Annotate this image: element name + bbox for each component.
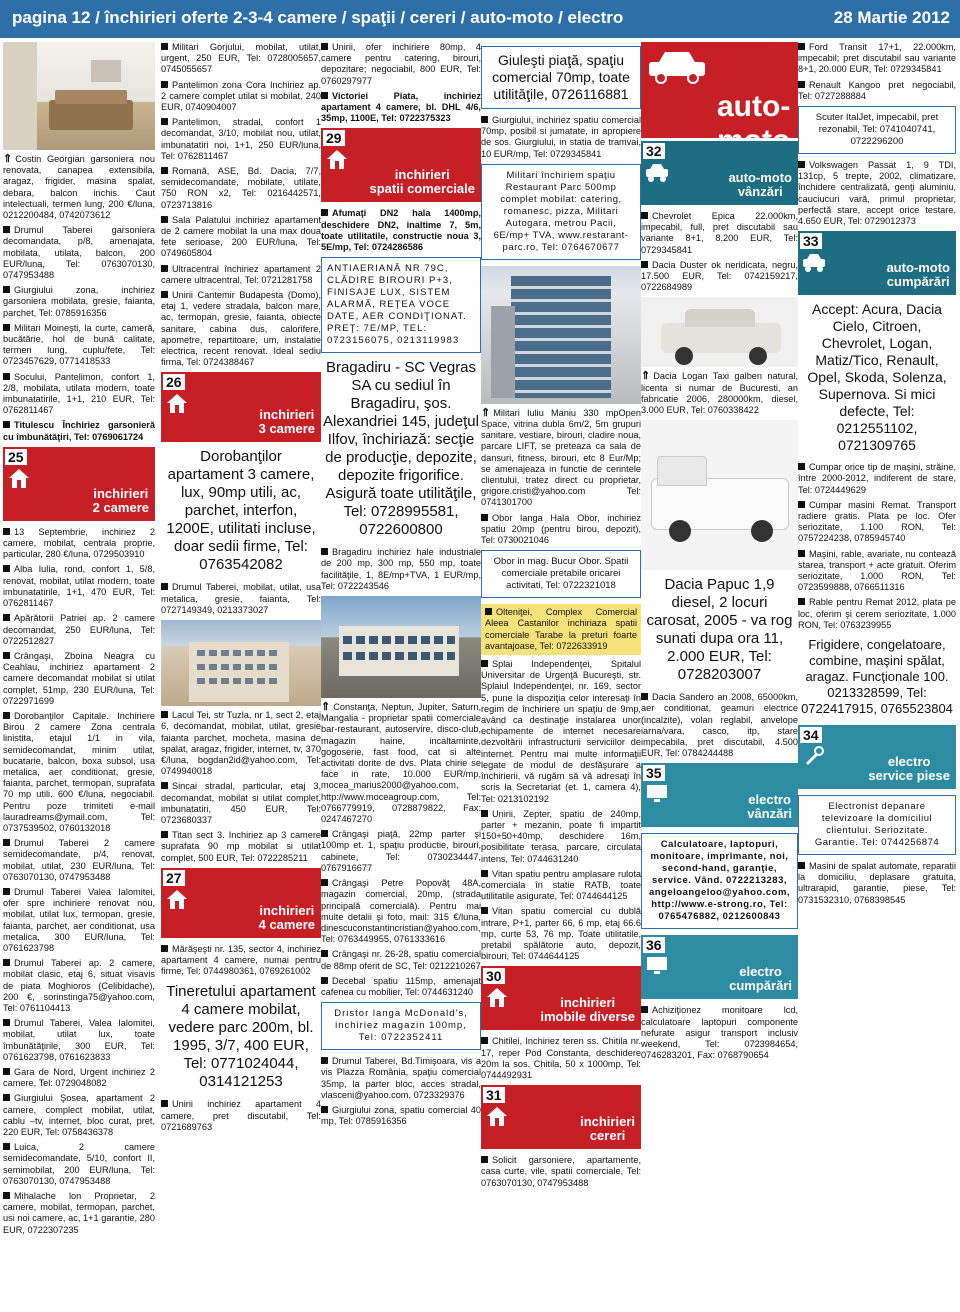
section-number: 30 (483, 968, 505, 984)
list-item: Unirii, Zepter, spatiu de 240mp, parter + mezanin, poate fi impartit 150+50+40mp, deschidere 16m, posibilitate terasa, parcare, circulata intens, Tel: 0744631240 (481, 808, 641, 864)
section-label: inchirieri (93, 485, 149, 501)
page-title: pagina 12 / închirieri oferte 2-3-4 camere / spaţii / cereri / auto-moto / electro (12, 8, 624, 27)
section-sublabel: cereri (589, 1128, 626, 1144)
list-item: Renault Kangoo pret negociabil, Tel: 0727288884 (798, 79, 956, 101)
list-item: ⇑ Militari Iuliu Maniu 330 mpOpen Space, vitrina dubla 6m/2, 5m grupuri sanitare, vestiare, birouri, cladire noua, parcare LIFT, se preteaza ca sala de dansuri, fitness, birouri, etc 8 Eur/Mp; se amenajeaza in functie de cerintele clientului, tratez direct cu proprietar, grigore.cristi@yahoo.com Tel: 0741301700 (481, 406, 641, 508)
car-photo (641, 420, 798, 570)
list-item: Pantelimon zona Cora Inchiriez ap. 2 camere complet utilat si mobilat, 240 EUR, 0740904007 (161, 79, 321, 113)
section-number: 29 (323, 130, 345, 146)
section-label: inchirieri (259, 407, 315, 423)
list-item: Crângaşi Petre Popovăţ 48A, magazin comercial, 20mp, (strada principală comercială). Pentru mai multe detalii şi foto, mail: 315 €/luna, dinescuconstantincristian@yahoo.com, Tel: 0763449955, 0761333616 (321, 878, 481, 945)
list-item: Militari Moineşti, la curte, cameră, bucătărie, hol de bună calitate, termen lung, cuplu/fete, Tel: 0723457629, 0771418533 (3, 322, 155, 367)
list-item: Drumul Taberei 2 camere semidecomandate, p/4, renovat, mobilat, utilat, 230 EUR/luna, Tel: 0763070130, 0747953488 (3, 838, 155, 882)
section-title: auto- (717, 90, 791, 123)
featured-ad: Accept: Acura, Dacia Cielo, Citroen, Chevrolet, Logan, Matiz/Tico, Renault, Opel, Skoda, Solenza, Supernova. Si mici defecte, Tel: 0212551102, 0721309765 (807, 301, 947, 454)
section-sublabel: 3 camere (258, 421, 315, 437)
column-1 (3, 42, 155, 1310)
list-item: Giurgiului zona, spatiu comercial 40 mp, Tel: 0785916356 (321, 1104, 481, 1127)
section-band-4-camere (161, 868, 321, 938)
list-item: Masini de spalat automate, reparatii la domiciliu, deplasare gratuita, ultrarapid, garantie, piese, Tel: 0731532310, 0768398545 (798, 861, 956, 905)
house-icon (165, 888, 189, 910)
section-band-spatii-comerciale (321, 128, 481, 202)
featured-ad: Dacia Papuc 1,9 diesel, 2 locuri carosat, 2005 - va rog sunati dupa ora 11, 2.000 EUR, Tel: 0728203007 (646, 576, 793, 684)
list-item: Cumpar orice tip de maşini, străine, între 2000-2012, indiferent de stare, Tel: 0724449629 (798, 462, 956, 495)
list-item: Sincai stradal, particular, etaj 3, decomandat, mobilat si utilat complet, imbunatatiri, 450 EUR, Tel: 0723680337 (161, 781, 321, 825)
highlighted-ad: Olteniţei, Complex Comercial Aleea Castanilor inchiriaza spatii comerciale Tarabe la preturi foarte avantajoase, Tel: 0722633919 (481, 604, 641, 655)
section-band-electro-vanzari (641, 763, 798, 827)
list-item: Decebal spatiu 115mp, amenajat cafenea cu mobilier, Tel: 0744631240 (321, 975, 481, 997)
list-item: Cumpar masini Remat. Transport radiere gratis. Plata pe loc. Ofer seriozitate, 1.100 RON, Tel: 0757224238, 0785945740 (798, 499, 956, 544)
list-item: Obor langa Hala Obor, inchiriez spatiu 20mp (pentru birou, depozit), Tel: 0730021046 (481, 512, 641, 546)
section-sublabel: cumpărări (729, 978, 792, 994)
section-band-automoto-vanzari (641, 141, 798, 205)
list-item: Mihalache lon Proprietar, 2 camere, mobilat, termopan, parchet, usi noi camere, ac, 1+1 garantie, 280 EUR, 0722307235 (3, 1191, 155, 1235)
section-number: 36 (643, 937, 665, 953)
list-item: Gara de Nord, Urgent inchiriez 2 camere, Tel: 0729048082 (3, 1067, 155, 1089)
list-item: Maşini, rable, avariate, nu contează starea, transport + acte gratuit. Oferim seriozitate, 1.000 RON, Tel: 0723599888, 0766511316 (798, 548, 956, 593)
boxed-ad: Militari închiriem spaţiu Restaurant Parc 500mp complet mobilat: catering, romanesc, pizza, Militari Autogara, metrou Pacii, 6E/mp+ TVA, www.restarant-parc.ro, Tel: 0764670677 (481, 164, 641, 260)
list-item: Victoriei Piata, inchiriez apartament 4 camere, bl. DHL 4/6, 35mp, 1100E, Tel: 0722375323 (321, 90, 481, 124)
section-band-electro-cumparari (641, 935, 798, 999)
list-item: Socului, Pantelimon, confort 1, 2/8, mobilata, utilata modern, toate imbunatatirile, 1+1, 210 EUR, Tel: 0762811467 (3, 371, 155, 416)
car-icon (647, 50, 707, 84)
column-2 (161, 42, 321, 1310)
list-item: Crângaşi piaţă, 22mp parter şi 100mp et. 1, spaţiu productie, birouri, cabinete, Tel: 0730234447, 0767916677 (321, 829, 481, 873)
list-item: Romană, ASE, Bd. Dacia, 7/7, semidecomandate, mobilate, utilate, 750 RON x2, Tel: 0216442571, 0723713816 (161, 166, 321, 210)
section-number: 35 (643, 765, 665, 781)
list-item: Drumul Taberei garsoniera decomandata, p/8, amenajata, mobilata, utilata, balcon, 200 EUR/luna, Tel: 0763070130, 0747953488 (3, 225, 155, 281)
building-photo (481, 266, 641, 404)
section-header-automoto (641, 42, 798, 138)
list-item: Splai Independenţei, Spitalul Universitar de Urgenţă Bucureşti, str. Splaiul Independenţei, nr. 169, sector 5, pune la dispoziţia celor interesaţi în regim de închiriere un spaţiu de 9mp, având ca destinaţie instalarea unor echipamente de internet necesare dezvoltării infrastructurii serviciilor de internet. Pentru mai multe informaţii legate de modul de desfăşurare a închirierii, vă rugăm să vă adresaţi în scris la Secretariat (et. 1, camera 4), Tel: 0213102192 (481, 659, 641, 804)
section-label: electro (887, 754, 931, 770)
list-item: Mărăşeşti nr. 135, sector 4, inchiriez apartament 4 camere, numai pentru firme, Tel: 0744980361, 0769261002 (161, 943, 321, 977)
car-photo (641, 297, 798, 367)
list-item: ⇑ Costin Georgian garsoniera nou renovata, canapea extensibila, aragaz, frigider, masina spalat, debara, balcon inchis. Caut intelectuali, termen lung, 200 €/luna, 0212200484, 0742073612 (3, 153, 155, 221)
house-icon (165, 392, 189, 414)
section-label: inchirieri (580, 1114, 635, 1130)
section-sublabel: 2 camere (92, 499, 149, 515)
featured-ad: Tineretului apartament 4 camere mobilat, vedere parc 200m, bl. 1995, 3/7, 400 EUR, Tel: 0771024044, 0314121253 (166, 983, 316, 1091)
list-item: Afumaţi DN2 hala 1400mp, deschidere DN2, inaltime 7, 5m, toate utilitatile, constructie noua 3, 5E/mp, Tel: 0724286586 (321, 208, 481, 253)
featured-ad: Frigidere, congelatoare, combine, maşini spălat, aragaz. Funcţionale 100. 0213328599, Tel: 0722417915, 0765523804 (801, 637, 953, 717)
list-item: Titan sect 3. Inchiriez ap 3 camere suprafata 90 mp mobilat si utilat complet, 500 EUR, Tel: 0722285211 (161, 830, 321, 863)
section-label: auto-moto (886, 260, 950, 276)
list-item: Drumul Taberei ap. 2 camere, mobilat clasic, etaj 6, situat visavis de piata Moghioros (Celibidache), 200 €, sorinstinga75@yahoo.com, Tel: 0761104413 (3, 958, 155, 1013)
section-sublabel: service piese (868, 768, 950, 784)
section-sublabel: 4 camere (258, 916, 315, 932)
boxed-ad: Calculatoare, laptopuri, monitoare, imprimante, noi, second-hand, garanţie, service. Vând. 0722213283, angeloangeloo@yahoo.com, http://www.e-strong.ro, Tel: 0765476882, 0212600843 (641, 833, 798, 929)
list-item: Crângaşi nr. 26-28, spatiu comercial de 88mp oferit de SC, Tel: 0212210267 (321, 949, 481, 971)
section-number: 25 (5, 449, 27, 465)
section-label: inchirieri (394, 167, 450, 183)
list-item: Sala Palatului inchiriez apartament de 2 camere mobilat la una max doua fete serioase, 200 EUR/luna, Tel: 0749605804 (161, 214, 321, 259)
section-number: 32 (643, 143, 665, 159)
list-item: Dacia Duster ok neridicata, negru, 17.500 EUR, Tel: 0742159217, 0722684989 (641, 259, 798, 293)
house-icon (7, 467, 31, 489)
list-item: Ford Transit 17+1, 22.000km, impecabil; pret discutabil sau variante 8+1, 20.000 EUR, Tel: 0729345841 (798, 42, 956, 75)
page-date: 28 Martie 2012 (833, 8, 950, 27)
list-item: Vitan spatiu comercial cu dublă intrare, P+1, parter 66, 6 mp, etaj 66.6 mp, curte 53, 76 mp. Toate utilitatile, pretabil spălătorie auto, depozit, birouri, Tel: 0744644125 (481, 906, 641, 962)
list-item: Crângaşi, Zboina Neagra cu Ceahlau, inchiriez apartament 2 camere decomandat mobilat si utilat complet, 51mp, 230 EUR/luna, Tel: 0722971699 (3, 650, 155, 706)
section-number: 34 (800, 727, 822, 743)
section-band-electro-service (798, 725, 956, 789)
wrench-icon (802, 745, 826, 767)
house-icon (485, 986, 509, 1008)
list-item: Unirii inchiriez apartament 4 camere, pret discutabil, Tel: 0721689763 (161, 1099, 321, 1132)
list-item: Chitilei, Inchiriez teren ss. Chitila nr. 17, reper Pod Constanta, deschidere 20m la sos. Chitila, 50 x 1000mp, Tel: 0744492931 (481, 1036, 641, 1080)
featured-ad: Bragadiru - SC Vegras SA cu sediul în Bragadiru, şos. Alexandriei 145, judeţul Ilfov, închiriază: secţie de producţie, depozite, depozite frigorifice. Asigură toate utilităţile, Tel: 0728995581, 0722600800 (323, 359, 479, 539)
section-label: electro (748, 792, 791, 808)
list-item: ⇑ Dacia Logan Taxi galben natural, licenta si numar de Bucuresti, an fabricatie 2006, 280000km, diesel, 3.000 EUR, Tel: 0760338422 (641, 370, 798, 416)
list-item: Drumul Taberei, Valea Ialomitei, mobilat, utilat lux, toate îmbunătăţirile, 300 EUR, Tel: 0761623798, 0761623833 (3, 1018, 155, 1062)
house-icon (325, 148, 349, 170)
list-item: Achiziţionez monitoare lcd, calculatoare laptopuri componente nefurate asigur transport inclusiv weekend, Tel: 0723984654, 0746283201, Fax: 0768790654 (641, 1005, 798, 1061)
building-photo (161, 620, 321, 706)
section-band-imobile-diverse (481, 966, 641, 1030)
list-item: Vitan spatiu pentru amplasare rulota comerciala în statie RATB, toate utilitatile asigurate, Tel: 0744644125 (481, 868, 641, 902)
list-item: Unirii Cantemir Budapesta (Domo), etaj 1, vedere stradala, balcon mare, ac, termopan, gresie, faianta, obiecte sanitare, cabina dus, calorifere, apometre, repartitoare, um, instalatie electrica, recent renovat. Ideal sediu firma, Tel: 0724388467 (161, 290, 321, 368)
building-photo (321, 596, 481, 698)
list-item: Drumul Taberei, mobilat, utilat, usa metalica, gresie, faianta, Tel: 0727149349, 0213373027 (161, 582, 321, 615)
list-item: Lacul Tei, str Tuzla, nr 1, sect 2, etaj 6, decomandat, mobilat, utilat, gresie faianta parchet, mocheta, masina de spalat, aragaz, frigider, internet, tv, 370 €/luna, bogdan2id@yahoo.com, Tel: 0749940018 (161, 710, 321, 777)
section-band-cereri (481, 1085, 641, 1149)
section-sublabel: imobile diverse (540, 1009, 635, 1025)
monitor-icon (645, 783, 669, 805)
list-item: Alba Iulia, rond, confort 1, 5/8, renovat, mobilat, utilat modern, toate imbunatatirile, 1+1, 470 EUR, Tel: 0762811467 (3, 564, 155, 609)
room-photo (3, 42, 155, 150)
section-label: auto-moto (728, 170, 792, 185)
list-item: Drumul Taberei Valea Ialomitei, ofer spre inchiriere renovat nou, mobilat, utilat lux, termopan, gresie, faianta, parchet, aer conditionat, usa metalica, 300 EUR/luna, Tel: 0761623798 (3, 886, 155, 953)
list-item: Titulescu Închiriez garsonieră cu îmbunătăţiri, Tel: 0769061724 (3, 420, 155, 442)
list-item: Pantelimon, stradal, confort 1 decomandat, 3/10, mobilat nou, utilat, imbunatatiri noi, 1+1, 250 EUR/luna, Tel: 0762811467 (161, 117, 321, 161)
list-item: Rable pentru Remat 2012, plata pe loc, oferim şi cerem seriozitate, 1.000 RON, Tel: 0763239955 (798, 597, 956, 630)
section-number: 33 (800, 233, 822, 249)
boxed-ad: Dristor langa McDonald's, inchiriez magazin 100mp, Tel: 0722352411 (321, 1002, 481, 1050)
section-sublabel: vânzări (737, 184, 783, 199)
list-item: Giurgiului Şosea, apartament 2 camere, complect mobilat, utilat, cablu –tv, internet, bloc curat, pret, 220 EUR, Tel: 0758436378 (3, 1093, 155, 1138)
boxed-ad: ANTIAERIANĂ NR 79C, CLĂDIRE BIROURI P+3, FINISAJE LUX, SISTEM ALARMĂ, REŢEA VOCE DATE, AER CONDIŢIONAT. PREŢ: 7E/MP, TEL: 0723156075, 0213119983 (321, 257, 481, 353)
column-5 (641, 42, 798, 1310)
list-item: ⇑ Constanţa, Neptun, Jupiter, Saturn, Mangalia - proprietar spatii comerciale bar-restaurant, autoservire, disco-club, magazin haine, incaltaminte, gogoserie, fast food, cat si alte activitati dorite de dvs. Plata chirie se face in rate, 10.000 EUR/mp, mocea_marius2000@yahoo.com, http://www.moceagroup.com, Tel: 0766779919, 0728879822, Fax: 0247467270 (321, 701, 481, 825)
section-band-2-camere (3, 447, 155, 521)
column-4 (481, 42, 641, 1310)
section-label: inchirieri (259, 902, 315, 918)
house-icon (485, 1105, 509, 1127)
list-item: Giurgiului zona, inchiriez garsoniera mobilata, gresie, faianta, parchet, Tel: 0785916356 (3, 285, 155, 318)
section-number: 27 (163, 870, 185, 886)
featured-ad: Dorobanţilor apartament 3 camere, lux, 90mp utili, ac, parchet, interfon, 1200E, utilitati incluse, doar sedii firme, Tel: 0763542082 (166, 448, 316, 574)
column-6 (798, 42, 956, 1310)
column-3 (321, 42, 481, 1310)
list-item: Ultracentral închiriez apartament 2 camere ultracentral, Tel: 0721281758 (161, 263, 321, 285)
boxed-ad: Electronist depanare televizoare la domiciliul clientului. Seriozitate. Garantie. Tel: 0744256874 (798, 795, 956, 855)
list-item: Bragadiru inchiriez hale industriale de 200 mp, 300 mp, 550 mp, toate facilităţile, 1, 8E/mp+TVA, 1 EUR/mp, Tel: 0722243546 (321, 547, 481, 591)
list-item: 13 Septembrie, inchiriez 2 camere, mobilat, centrala proprie, particular, 280 €/luna, 0729503910 (3, 526, 155, 560)
boxed-ad: Scuter ItalJet, impecabil, pret rezonabil, Tel: 0741040741, 0722296200 (798, 106, 956, 154)
section-band-3-camere (161, 372, 321, 442)
section-sublabel: vânzări (747, 806, 792, 822)
list-item: Drumul Taberei, Bd.Timişoara, vis a vis Plazza România, spaţiu comercial 35mp, la parter bloc, acces stradal, vlasceni@yahoo.com, 0723329376 (321, 1056, 481, 1100)
section-sublabel: cumpărări (886, 274, 950, 290)
monitor-icon (645, 955, 669, 977)
list-item: Militari Gorjului, mobilat, utilat, urgent, 250 EUR, Tel: 0728005657, 0745055657 (161, 42, 321, 75)
boxed-ad: Obor in mag. Bucur Obor. Spatii comerciale pretabile oricarei activitati, Tel: 0722321018 (481, 550, 641, 598)
list-item: Solicit garsoniere, apartamente, casa curte, vile, spatii comerciale, Tel: 0763070130, 0747953488 (481, 1155, 641, 1188)
section-sublabel: spatii comerciale (369, 181, 475, 197)
list-item: Luica, 2 camere semidecomandate, 5/10, confort II, semimobilat, 200 EUR/luna, Tel: 0763070130, 0747953488 (3, 1142, 155, 1186)
section-band-automoto-cumparari (798, 231, 956, 295)
list-item: Volkswagen Passat 1, 9 TDI, 131cp, 5 trepte, 2002, climatizare, închidere centralizată, genţi aluminiu, cauciucuri vară, primul proprietar, perfectă stare, accept orice testare, 4.650 EUR, Tel: 0729012373 (798, 160, 956, 227)
list-item: Dacia Sandero an 2008, 65000km, aer conditionat, geamuri electrice (incalzite), volan reglabil, anvelope iarna/vara, casco, itp, stare impecabila, pret discutabil, 4.500 EUR, Tel: 0784244488 (641, 692, 798, 759)
list-item: Giurgiului, inchiriez spatiu comercial 70mp, posibil si jumatate, in apropiere de sos. Giurgiului, in statia de tramvai, 10 EUR/mp, Tel: 0729345841 (481, 115, 641, 159)
boxed-ad: Giuleşti piaţă, spaţiu comercial 70mp, toate utilităţile, 0726116881 (481, 46, 641, 109)
car-icon (802, 251, 826, 273)
list-item: Chevrolet Epica 22.000km, impecabil, full, pret discutabil sau variante 8+1, 8.200 EUR, Tel: 0729345841 (641, 211, 798, 255)
list-item: Dorobanţilor Capitale. Inchiriere Birou 2 camere Zona centrala linistita, etajul 1/1 in vila, semidecomandat, minim utilat, bucatarie, balcon, boxa subsol, usa metalica, aer conditionat, gresie, faianta, parchet, termopan, suprafata 70 mp utili. 600 €/luna, negociabil. Pentru poze trimiteti e-mail lauradreams@ymail.com, Tel: 0737539502, 0760132018 (3, 710, 155, 833)
car-icon (645, 161, 669, 183)
section-number: 26 (163, 374, 185, 390)
page-header (0, 0, 960, 38)
list-item: Apărătorii Patriei ap. 2 camere decomandat, 250 EUR/luna, Tel: 0722512827 (3, 613, 155, 646)
section-label: electro (739, 964, 782, 980)
section-label: inchirieri (560, 995, 616, 1011)
section-number: 31 (483, 1087, 505, 1103)
list-item: Unirii, ofer inchiriere 80mp, 4 camere pentru catering, birouri, depozitare; negociabil, 800 EUR, Tel: 0760297977 (321, 42, 481, 86)
